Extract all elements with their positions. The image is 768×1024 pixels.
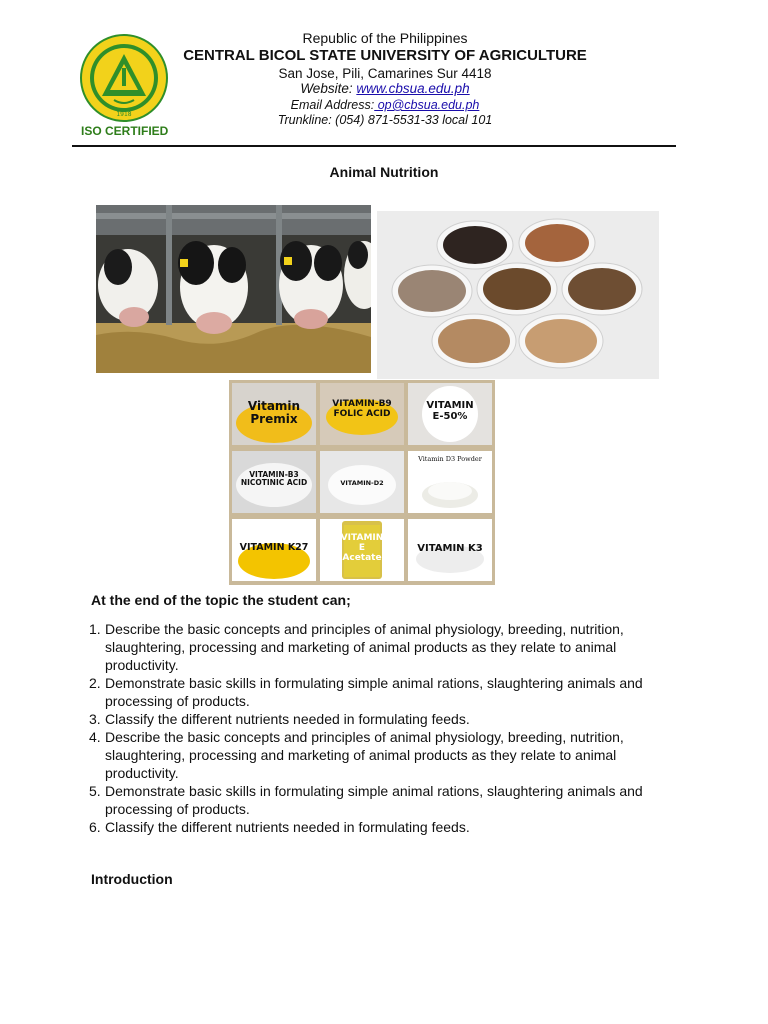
iso-certified-label: ISO CERTIFIED [81,124,169,138]
introduction-heading: Introduction [91,871,173,887]
university-name: CENTRAL BICOL STATE UNIVERSITY OF AGRICULTURE [183,47,587,64]
vitamin-e-acetate-tile [320,519,404,581]
vitamin-d2-label: VITAMIN-D2 [340,479,384,487]
vitamin-premix-tile [232,383,316,445]
objective-item [89,674,679,710]
vitamin-e50-label: VITAMIN E-50% [426,400,474,422]
cows-feeding-photo [96,205,371,373]
vitamin-e50-tile [408,383,492,445]
email-label: Email Address: [290,98,375,112]
address-line: San Jose, Pili, Camarines Sur 4418 [278,66,492,81]
email-line [170,98,600,112]
vitamin-b3-label: VITAMIN-B3 NICOTINIC ACID [240,470,308,488]
vitamin-d3-tile [408,451,492,513]
objective-text: Describe the basic concepts and principles of animal physiology, breeding, nutrition, slaughtering, processing and marketing of animal products as they relate to animal productivity. [105,729,624,781]
website-label: Website: [300,81,357,96]
vitamin-b9-label: VITAMIN-B9 FOLIC ACID [332,399,392,419]
objective-text: Demonstrate basic skills in formulating simple animal rations, slaughtering animals and processing of products. [105,783,643,817]
vitamin-k27-tile [232,519,316,581]
vitamin-b3-tile [232,451,316,513]
objective-number: 3. [89,711,101,727]
university-seal-logo [80,34,168,122]
vitamin-b9-tile [320,383,404,445]
objective-item [89,710,679,728]
vitamin-k27-label: VITAMIN K27 [239,542,309,553]
objective-number: 4. [89,729,101,745]
vitamin-d2-tile [320,451,404,513]
seal-year: 1918 [116,111,132,118]
vitamin-premix-label: Vitamin Premix [247,399,301,427]
vitamin-k3-label: VITAMIN K3 [417,543,483,554]
objective-number: 5. [89,783,101,799]
objective-text: Classify the different nutrients needed in formulating feeds. [105,711,470,727]
objective-text: Demonstrate basic skills in formulating simple animal rations, slaughtering animals and processing of products. [105,675,643,709]
vitamin-d3-label: Vitamin D3 Powder [418,455,482,463]
trunkline: Trunkline: (054) 871-5531-33 local 101 [277,113,493,127]
vitamin-k3-tile [408,519,492,581]
learning-objectives-lead: At the end of the topic the student can; [91,592,351,608]
objective-item [89,782,679,818]
header-divider [72,145,676,147]
feed-samples-photo [377,211,659,379]
email-link[interactable]: op@cbsua.edu.ph [374,98,480,112]
objective-number: 6. [89,819,101,835]
objective-text: Describe the basic concepts and principles of animal physiology, breeding, nutrition, slaughtering, processing and marketing of animal products as they relate to animal productivity. [105,621,624,673]
learning-objectives-list [89,620,679,836]
objective-text: Classify the different nutrients needed in formulating feeds. [105,819,470,835]
objective-item [89,728,679,782]
vitamin-e-acetate-label: VITAMIN E Acetate [340,533,384,563]
website-link[interactable]: www.cbsua.edu.ph [356,81,470,96]
website-line [170,81,600,96]
country-line: Republic of the Philippines [302,30,468,46]
objective-number: 1. [89,621,101,637]
objective-item [89,818,679,836]
objective-item [89,620,679,674]
objective-number: 2. [89,675,101,691]
vitamin-supplements-grid [229,380,495,585]
document-title: Animal Nutrition [329,164,439,180]
